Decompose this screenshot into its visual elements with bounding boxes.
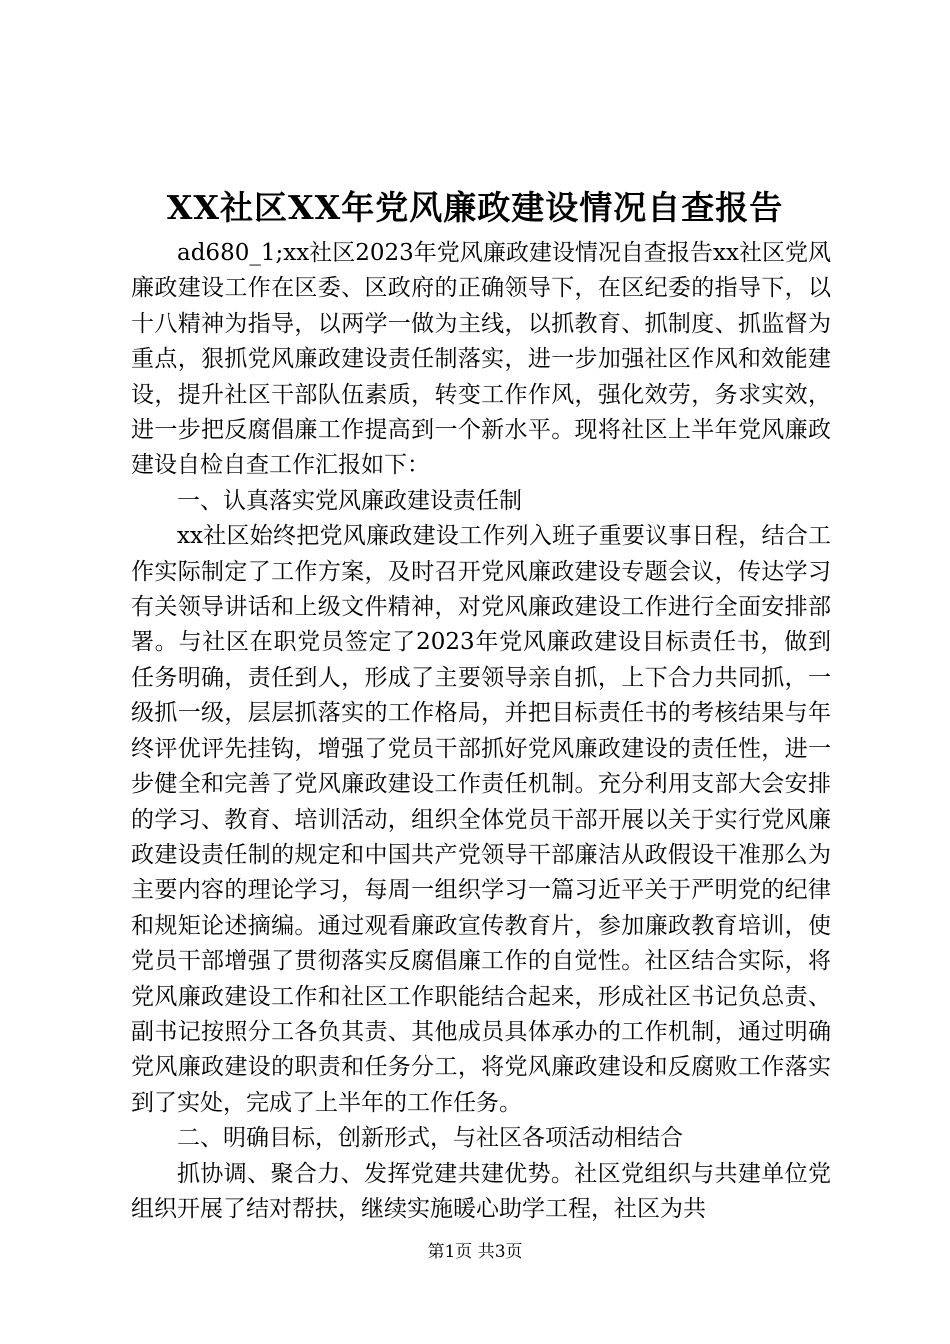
paragraph-section-2: 抓协调、聚合力、发挥党建共建优势。社区党组织与共建单位党组织开展了结对帮扶，继续实施暖心助学工程，社区为共 [131, 1160, 831, 1222]
paragraph-section-1: xx社区始终把党风廉政建设工作列入班子重要议事日程，结合工作实际制定了工作方案，及时召开党风廉政建设专题会议，传达学习有关领导讲话和上级文件精神，对党风廉政建设工作进行全面安排部署。与社区在职党员签定了2023年党风廉政建设目标责任书，做到任务明确，责任到人，形成了主要领导亲自抓，上下合力共同抓，一级抓一级，层层抓落实的工作格局，并把目标责任书的考核结果与年终评优评先挂钩，增强了党员干部抓好党风廉政建设的责任性，进一步健全和完善了党风廉政建设工作责任机制。充分利用支部大会安排的学习、教育、培训活动，组织全体党员干部开展以关于实行党风廉政建设责任制的规定和中国共产党领导干部廉洁从政假设干准那么为主要内容的理论学习，每周一组织学习一篇习近平关于严明党的纪律和规矩论述摘编。通过观看廉政宣传教育片，参加廉政教育培训，使党员干部增强了贯彻落实反腐倡廉工作的自觉性。社区结合实际，将党风廉政建设工作和社区工作职能结合起来，形成社区书记负总责、副书记按照分工各负其责、其他成员具体承办的工作机制，通过明确党风廉政建设的职责和任务分工，将党风廉政建设和反腐败工作落实到了实处，完成了上半年的工作任务。 [131, 523, 831, 1116]
section-heading-2: 二、明确目标，创新形式，与社区各项活动相结合 [177, 1125, 683, 1152]
page-number-footer: 第1页 共3页 [427, 1242, 523, 1262]
document-title: XX社区XX年党风廉政建设情况自查报告 [166, 188, 784, 227]
section-heading-1: 一、认真落实党风廉政建设责任制 [177, 487, 522, 514]
paragraph-intro: ad680_1;xx社区2023年党风廉政建设情况自查报告xx社区党风廉政建设工作在区委、区政府的正确领导下，在区纪委的指导下，以十八精神为指导，以两学一做为主线，以抓教育、抓制度、抓监督为重点，狠抓党风廉政建设责任制落实，进一步加强社区作风和效能建设，提升社区干部队伍素质，转变工作作风，强化效劳，务求实效，进一步把反腐倡廉工作提高到一个新水平。现将社区上半年党风廉政建设自检自查工作汇报如下： [131, 240, 831, 479]
document-body [131, 236, 831, 1227]
